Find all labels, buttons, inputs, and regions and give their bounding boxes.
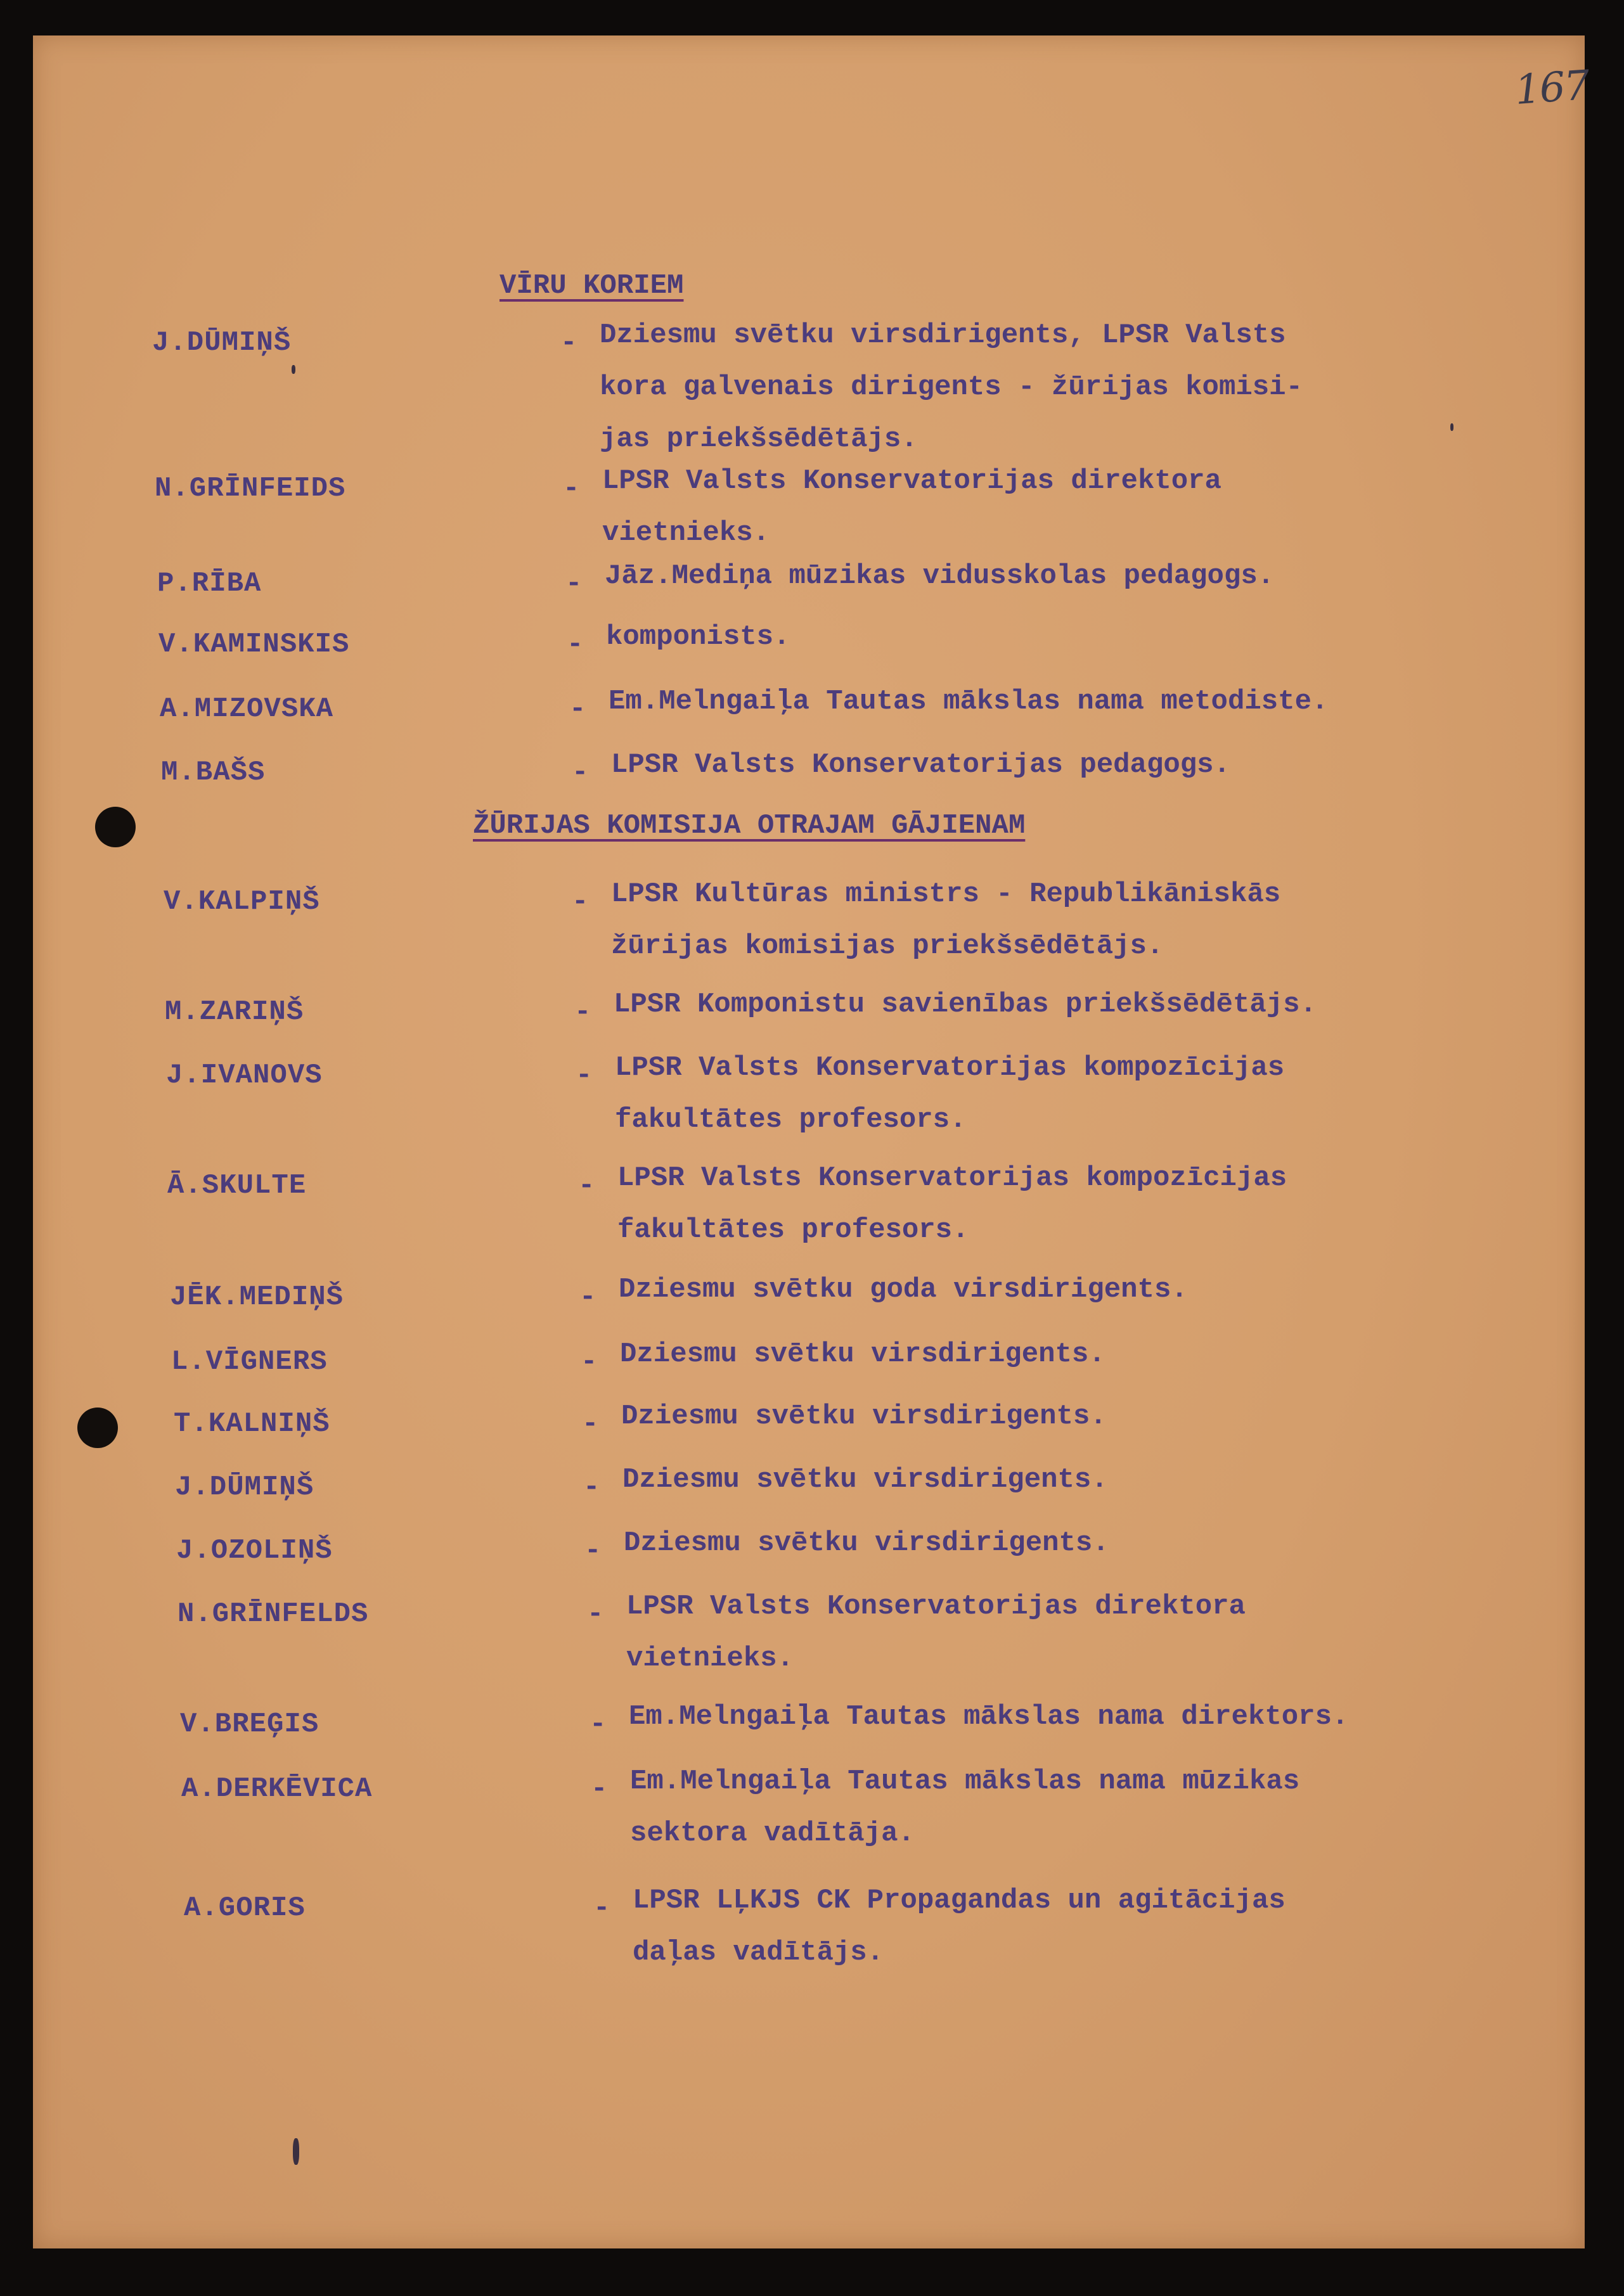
member-role [630, 1755, 1299, 1859]
member-role-line: Em.Melngaiļa Tautas mākslas nama mūzikas [630, 1766, 1300, 1797]
dash: - [576, 1060, 593, 1091]
member-role [626, 1581, 1246, 1684]
member-role [606, 611, 790, 663]
dash: - [590, 1709, 607, 1740]
member-role-line: Dziesmu svētku virsdirigents. [621, 1401, 1107, 1432]
ink-speck [292, 365, 295, 374]
member-name: J.IVANOVS [166, 1060, 323, 1091]
dash: - [565, 568, 583, 600]
member-role-line: jas priekšsēdētājs. [600, 423, 918, 455]
dash: - [572, 886, 589, 918]
member-name: A.MIZOVSKA [160, 693, 334, 725]
member-role-line: Dziesmu svētku virsdirigents. [624, 1527, 1109, 1559]
ink-speck [293, 2138, 299, 2165]
member-name: T.KALNIŅŠ [174, 1408, 330, 1440]
member-name: J.DŪMIŅŠ [175, 1472, 314, 1503]
member-name: N.GRĪNFELDS [177, 1598, 369, 1630]
member-role-line: Em.Melngaiļa Tautas mākslas nama direktors. [629, 1701, 1349, 1733]
member-role-line: Jāz.Mediņa mūzikas vidusskolas pedagogs. [605, 560, 1275, 592]
section-heading-male-choirs: VĪRU KORIEM [499, 270, 684, 302]
member-name: V.KAMINSKIS [158, 629, 350, 660]
member-role [615, 1042, 1284, 1146]
dash: - [581, 1346, 598, 1378]
member-role [611, 868, 1280, 972]
dash: - [593, 1892, 610, 1924]
dash: - [582, 1408, 599, 1440]
member-role [614, 978, 1317, 1030]
member-role-line: sektora vadītāja. [630, 1818, 915, 1849]
member-name: A.GORIS [184, 1892, 306, 1924]
member-role-line: LPSR Komponistu savienības priekšsēdētājs. [614, 989, 1317, 1020]
dash: - [569, 693, 586, 725]
ink-speck [1450, 423, 1453, 431]
page-number: 167 [1513, 62, 1590, 114]
member-role [622, 1454, 1108, 1506]
member-role-line: Dziesmu svētku virsdirigents. [620, 1338, 1105, 1370]
member-role-line: Dziesmu svētku goda virsdirigents. [619, 1274, 1188, 1305]
member-name: JĒK.MEDIŅŠ [170, 1281, 344, 1313]
member-role [600, 309, 1303, 465]
member-role [602, 455, 1221, 559]
member-role [619, 1264, 1188, 1316]
dash: - [583, 1472, 600, 1503]
dash: - [591, 1773, 608, 1805]
document-page [33, 35, 1590, 2248]
member-role [621, 1390, 1107, 1442]
member-role-line: Em.Melngaiļa Tautas mākslas nama metodiste. [609, 686, 1329, 717]
member-role [624, 1517, 1109, 1569]
member-role-line: LPSR LĻKJS CK Propagandas un agitācijas [633, 1885, 1286, 1916]
member-name: J.DŪMIŅŠ [152, 327, 292, 359]
member-name: L.VĪGNERS [171, 1346, 328, 1378]
dash: - [578, 1170, 595, 1202]
member-name: A.DERKĒVICA [181, 1773, 373, 1805]
member-name: N.GRĪNFEIDS [155, 473, 346, 504]
member-role-line: LPSR Valsts Konservatorijas direktora [602, 465, 1221, 497]
member-role-line: Dziesmu svētku virsdirigents. [622, 1464, 1108, 1496]
member-role [611, 739, 1230, 791]
member-role [633, 1875, 1286, 1979]
member-role-line: vietnieks. [602, 517, 770, 549]
member-name: V.KALPIŅŠ [164, 886, 320, 918]
member-role [605, 550, 1274, 602]
member-name: J.OZOLIŅŠ [176, 1535, 333, 1567]
member-role-line: LPSR Valsts Konservatorijas pedagogs. [611, 749, 1230, 781]
member-role-line: fakultātes profesors. [615, 1104, 967, 1136]
member-name: P.RĪBA [157, 568, 262, 600]
member-role [609, 676, 1328, 728]
member-role-line: LPSR Valsts Konservatorijas kompozīcijas [615, 1052, 1285, 1084]
punch-hole [95, 807, 136, 847]
member-role-line: žūrijas komisijas priekšsēdētājs. [611, 930, 1164, 962]
dash: - [567, 629, 584, 660]
dash: - [572, 757, 589, 788]
member-role [620, 1328, 1105, 1380]
dash: - [563, 473, 580, 504]
member-role-line: fakultātes profesors. [617, 1214, 969, 1246]
section-heading-jury-second-round: ŽŪRIJAS KOMISIJA OTRAJAM GĀJIENAM [473, 810, 1026, 842]
dash: - [587, 1598, 604, 1630]
member-name: M.ZARIŅŠ [165, 996, 304, 1028]
member-role-line: kora galvenais dirigents - žūrijas komisi- [600, 371, 1303, 403]
member-name: V.BREĢIS [180, 1709, 319, 1740]
member-name: M.BAŠS [161, 757, 266, 788]
member-role-line: LPSR Valsts Konservatorijas direktora [626, 1591, 1246, 1622]
member-role [629, 1691, 1348, 1743]
member-name: Ā.SKULTE [167, 1170, 307, 1202]
member-role-line: LPSR Kultūras ministrs - Republikāniskās [611, 878, 1281, 910]
member-role [617, 1152, 1287, 1256]
member-role-line: komponists. [606, 621, 790, 653]
dash: - [560, 327, 577, 359]
punch-hole [77, 1408, 118, 1448]
dash: - [584, 1535, 602, 1567]
member-role-line: daļas vadītājs. [633, 1937, 884, 1968]
dash: - [579, 1281, 596, 1313]
member-role-line: vietnieks. [626, 1643, 794, 1674]
member-role-line: Dziesmu svētku virsdirigents, LPSR Valsts [600, 319, 1286, 351]
member-role-line: LPSR Valsts Konservatorijas kompozīcijas [617, 1162, 1287, 1194]
dash: - [574, 996, 591, 1028]
